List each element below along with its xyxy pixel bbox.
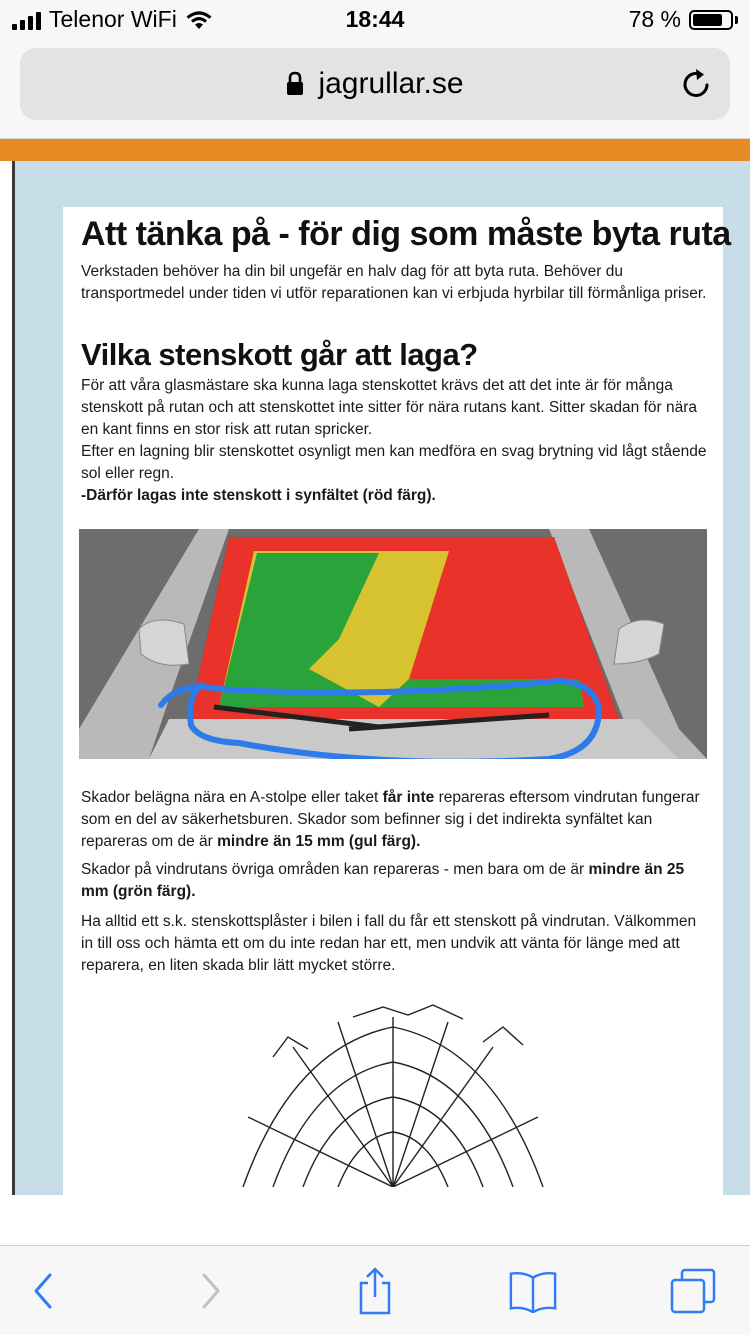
forward-button[interactable] xyxy=(186,1266,236,1316)
chevron-right-icon xyxy=(196,1271,226,1311)
url-text: jagrullar.se xyxy=(318,67,464,100)
brochure-panel xyxy=(63,207,731,1197)
paragraph-plaster: Ha alltid ett s.k. stenskottsplåster i bilen i fall du får ett stenskott på vindrutan. Välkommen in till oss och hämta ett om du inte redan har ett, men undvik att vänta för länge med att reparera, en liten skada blir lätt mycket större. xyxy=(81,913,697,974)
paragraph-a-stolpe xyxy=(81,787,711,853)
status-bar xyxy=(0,0,750,40)
heading-stenskott: Vilka stenskott går att laga? xyxy=(81,337,478,372)
paragraph-lagning-text: Efter en lagning blir stenskottet osynligt men kan medföra en svag brytning vid lågt stående sol eller regn. xyxy=(81,443,707,482)
url-display[interactable] xyxy=(20,67,730,101)
paragraph-stenskott-text: För att våra glasmästare ska kunna laga stenskottet krävs det att det inte är för många stenskott på rutan och att stenskottet inte sitter för nära rutans kant. Sitter skadan för nära en kant finns en stor risk att rutan spricker. xyxy=(81,377,698,438)
brochure-orange-stripe xyxy=(0,139,750,161)
browser-header xyxy=(0,40,750,139)
back-button[interactable] xyxy=(18,1266,68,1316)
carrier-name: Telenor WiFi xyxy=(49,6,177,32)
browser-toolbar xyxy=(0,1245,750,1335)
paragraph-ovriga xyxy=(81,859,711,903)
side-mirror-left xyxy=(139,620,189,665)
p4-text-a: Skador på vindrutans övriga områden kan repareras - men bara om de är xyxy=(81,861,585,878)
tabs-icon xyxy=(669,1267,717,1315)
battery-icon xyxy=(689,10,733,30)
p3-text-c: repareras eftersom vindrutan fungerar som en del av säkerhetsburen. Skador som befinner sig i det indirekta synfältet kan repareras om de är xyxy=(81,789,700,850)
share-icon xyxy=(355,1267,395,1315)
battery-percentage: 78 % xyxy=(628,6,681,32)
web-page-content[interactable] xyxy=(0,139,750,1245)
windshield-zone-image xyxy=(79,529,707,759)
p3-text-15mm: mindre än 15 mm (gul färg). xyxy=(217,833,421,850)
book-icon xyxy=(508,1269,558,1313)
p3-text-a: Skador belägna nära en A-stolpe eller taket xyxy=(81,789,379,806)
reload-icon[interactable] xyxy=(678,66,714,102)
p4-text-25mm: mindre än 25 mm (grön färg). xyxy=(81,861,685,900)
status-right xyxy=(629,6,738,33)
bookmarks-button[interactable] xyxy=(508,1266,558,1316)
address-bar[interactable] xyxy=(20,48,730,120)
battery-tip xyxy=(735,16,738,24)
intro-paragraph: Verkstaden behöver ha din bil ungefär en halv dag för att byta ruta. Behöver du transportmedel under tiden vi utför reparationen kan vi erbjuda hyrbilar till förmånliga priser. xyxy=(81,263,707,302)
tabs-button[interactable] xyxy=(668,1266,718,1316)
p3-text-far-inte: får inte xyxy=(382,789,435,806)
paragraph-stenskott xyxy=(81,375,711,485)
heading-byta-ruta: Att tänka på - för dig som måste byta ruta xyxy=(81,215,731,253)
lock-icon xyxy=(286,71,304,97)
chevron-left-icon xyxy=(28,1271,58,1311)
share-button[interactable] xyxy=(350,1266,400,1316)
cracked-glass-illustration xyxy=(233,987,553,1187)
clock: 18:44 xyxy=(345,6,405,32)
bold-note: -Därför lagas inte stenskott i synfältet (röd färg). xyxy=(81,487,436,504)
